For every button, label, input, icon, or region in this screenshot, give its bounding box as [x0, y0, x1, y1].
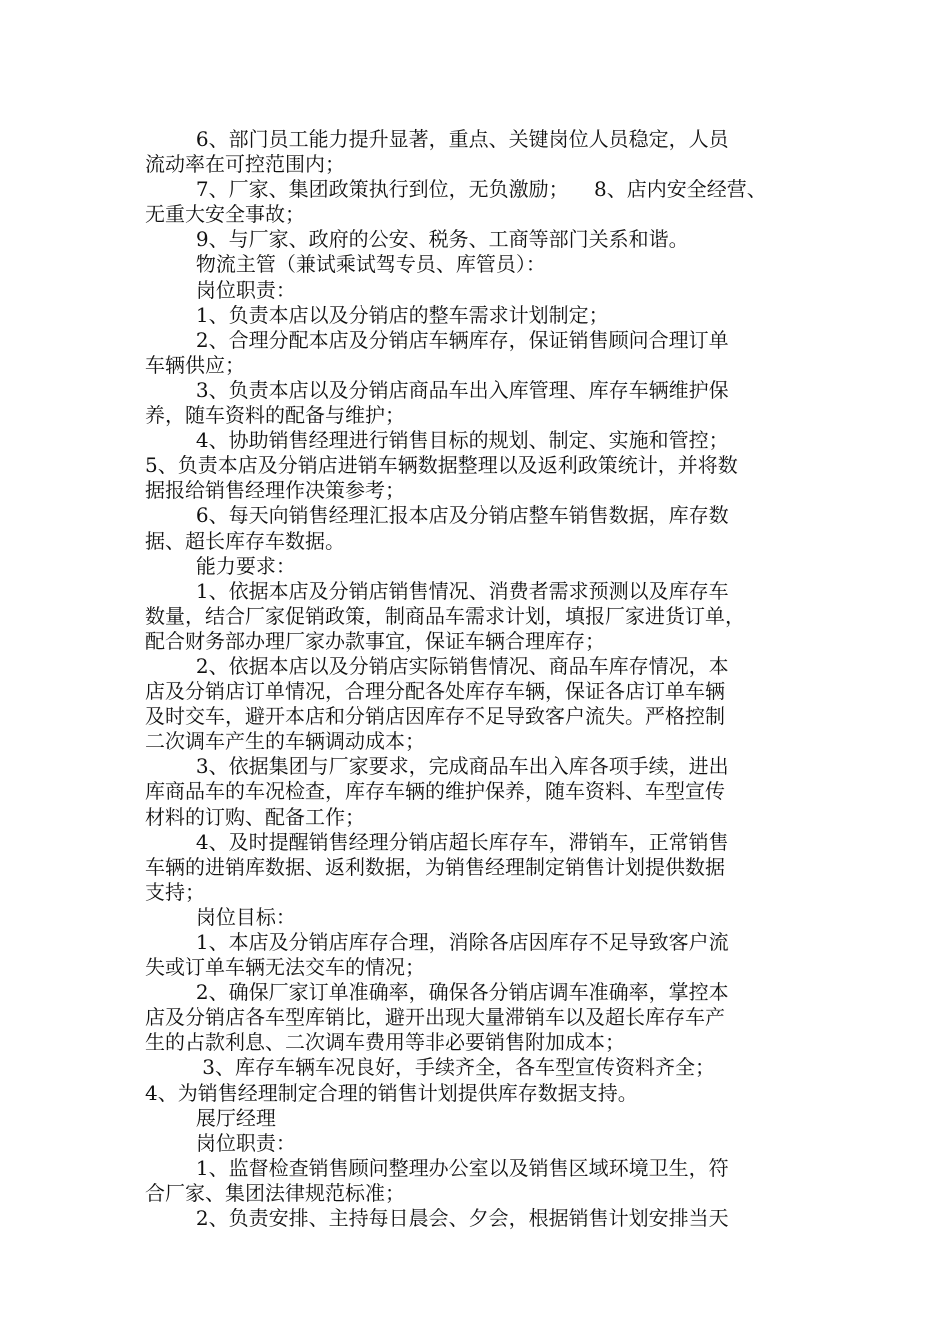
text-line: 2、负责安排、主持每日晨会、夕会，根据销售计划安排当天 — [145, 1206, 729, 1231]
text-line: 养，随车资料的配备与维护； — [145, 403, 405, 428]
text-line: 2、确保厂家订单准确率，确保各分销店调车准确率，掌控本 — [145, 980, 729, 1005]
text-line: 3、负责本店以及分销店商品车出入库管理、库存车辆维护保 — [145, 377, 729, 402]
text-line: 店及分销店各车型库销比，避开出现大量滞销车以及超长库存车产 — [145, 1005, 725, 1030]
text-line: 6、部门员工能力提升显著，重点、关键岗位人员稳定，人员 — [145, 127, 729, 151]
text-line: 配合财务部办理厂家办款事宜，保证车辆合理库存； — [145, 628, 605, 653]
text-line: 1、本店及分销店库存合理，消除各店因库存不足导致客户流 — [145, 930, 729, 954]
text-line: 生的占款利息、二次调车费用等非必要销售附加成本； — [145, 1030, 625, 1055]
text-line: 3、库存车辆车况良好，手续齐全，各车型宣传资料齐全； — [145, 1055, 715, 1080]
text-line: 4、协助销售经理进行销售目标的规划、制定、实施和管控； — [145, 428, 729, 453]
text-line: 及时交车，避开本店和分销店因库存不足导致客户流失。严格控制 — [145, 704, 725, 729]
subsection-heading: 岗位职责： — [145, 277, 296, 302]
section-heading: 物流主管（兼试乘试驾专员、库管员）： — [145, 252, 546, 277]
text-line: 流动率在可控范围内； — [145, 152, 345, 177]
text-line: 库商品车的车况检查，库存车辆的维护保养，随车资料、车型宣传 — [145, 779, 725, 804]
text-line: 2、依据本店以及分销店实际销售情况、商品车库存情况，本 — [145, 653, 729, 678]
text-line: 失或订单车辆无法交车的情况； — [145, 955, 425, 980]
section-heading: 展厅经理 — [145, 1105, 276, 1130]
text-line: 4、为销售经理制定合理的销售计划提供库存数据支持。 — [145, 1080, 638, 1105]
text-line: 材料的订购、配备工作； — [145, 804, 365, 829]
text-line: 店及分销店订单情况，合理分配各处库存车辆，保证各店订单车辆 — [145, 679, 725, 704]
text-line: 3、依据集团与厂家要求，完成商品车出入库各项手续，进出 — [145, 754, 729, 779]
subsection-heading: 能力要求： — [145, 553, 296, 578]
text-line: 据、超长库存车数据。 — [145, 528, 345, 553]
text-line: 4、及时提醒销售经理分销店超长库存车，滞销车，正常销售 — [145, 829, 729, 854]
subsection-heading: 岗位职责： — [145, 1130, 296, 1155]
text-line: 2、合理分配本店及分销店车辆库存，保证销售顾问合理订单 — [145, 327, 729, 352]
subsection-heading: 岗位目标： — [145, 904, 296, 929]
text-line: 二次调车产生的车辆调动成本； — [145, 729, 425, 754]
text-line: 车辆供应； — [145, 352, 245, 377]
text-line: 据报给销售经理作决策参考； — [145, 478, 405, 503]
text-line: 无重大安全事故； — [145, 202, 305, 227]
text-line: 6、每天向销售经理汇报本店及分销店整车销售数据，库存数 — [145, 503, 729, 528]
text-line: 1、依据本店及分销店销售情况、消费者需求预测以及库存车 — [145, 578, 729, 603]
document-body — [145, 127, 815, 1231]
text-line: 1、负责本店以及分销店的整车需求计划制定； — [145, 302, 609, 327]
text-line: 9、与厂家、政府的公安、税务、工商等部门关系和谐。 — [145, 227, 689, 252]
text-line: 合厂家、集团法律规范标准； — [145, 1180, 405, 1205]
text-line: 5、负责本店及分销店进销车辆数据整理以及返利政策统计，并将数 — [145, 453, 738, 478]
text-line: 7、厂家、集团政策执行到位，无负激励； 8、店内安全经营、 — [145, 177, 767, 202]
text-line: 支持； — [145, 879, 205, 904]
text-line: 车辆的进销库数据、返利数据，为销售经理制定销售计划提供数据 — [145, 854, 725, 879]
text-line: 数量，结合厂家促销政策，制商品车需求计划，填报厂家进货订单， — [145, 603, 745, 628]
text-line: 1、监督检查销售顾问整理办公室以及销售区域环境卫生，符 — [145, 1155, 729, 1180]
